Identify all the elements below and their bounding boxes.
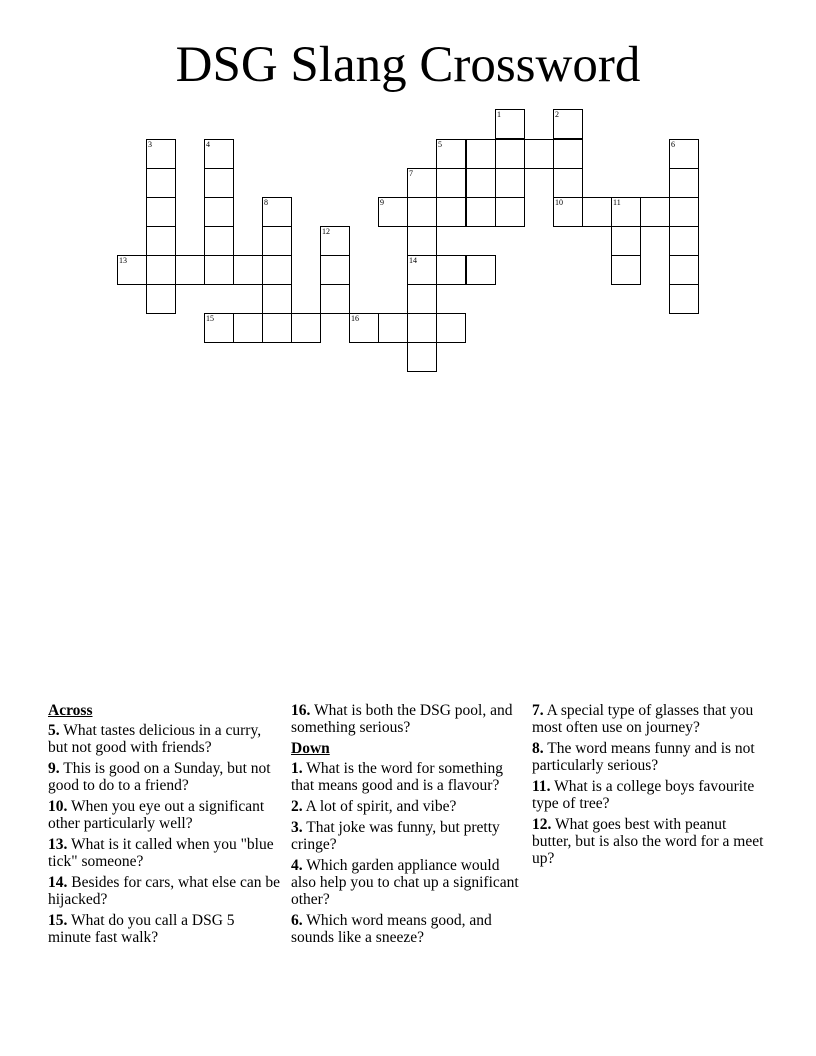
grid-cell[interactable] [611,226,641,256]
grid-cell[interactable] [466,139,496,169]
grid-cell[interactable] [320,226,350,256]
grid-cell[interactable] [553,168,583,198]
down-clue-4: 4. Which garden appliance would also help you to chat up a significant other? [291,857,519,908]
grid-cell[interactable] [204,255,234,285]
grid-cell[interactable] [262,313,292,343]
grid-cell[interactable] [320,284,350,314]
across-clue-15: 15. What do you call a DSG 5 minute fast walk? [48,912,235,946]
grid-cell[interactable] [146,139,176,169]
clues-column-2 [291,702,523,950]
grid-cell[interactable] [436,197,466,227]
clue-number: 5 [438,140,442,149]
grid-cell[interactable] [495,139,525,169]
grid-cell[interactable] [669,226,699,256]
grid-cell[interactable] [553,109,583,139]
grid-cell[interactable] [146,197,176,227]
clue-number: 1 [497,110,501,119]
grid-cell[interactable] [175,255,205,285]
clue-number: 11 [613,198,621,207]
grid-cell[interactable] [436,313,466,343]
down-clue-7: 7. A special type of glasses that you most often use on journey? [532,702,754,736]
clue-number: 16 [351,314,359,323]
grid-cell[interactable] [669,168,699,198]
grid-cell[interactable] [407,284,437,314]
grid-cell[interactable] [117,255,147,285]
clue-number: 3 [148,140,152,149]
across-clue-16: 16. What is both the DSG pool, and something serious? [291,702,513,736]
down-clue-3: 3. That joke was funny, but pretty cringe? [291,819,500,853]
grid-cell[interactable] [146,168,176,198]
across-clue-5: 5. What tastes delicious in a curry, but not good with friends? [48,722,262,756]
grid-cell[interactable] [291,313,321,343]
grid-cell[interactable] [436,255,466,285]
clue-number: 4 [206,140,210,149]
clue-number: 6 [671,140,675,149]
grid-cell[interactable] [378,313,408,343]
clue-number: 8 [264,198,268,207]
clue-number: 10 [555,198,563,207]
grid-cell[interactable] [495,197,525,227]
grid-cell[interactable] [262,284,292,314]
grid-cell[interactable] [553,139,583,169]
page-title: DSG Slang Crossword [175,37,641,93]
grid-cell[interactable] [436,139,466,169]
grid-cell[interactable] [204,197,234,227]
grid-cell[interactable] [669,255,699,285]
clue-number: 12 [322,227,330,236]
grid-cell[interactable] [611,197,641,227]
grid-cell[interactable] [436,168,466,198]
down-clue-6: 6. Which word means good, and sounds like a sneeze? [291,912,492,946]
grid-cell[interactable] [466,168,496,198]
grid-cell[interactable] [495,168,525,198]
grid-cell[interactable] [611,255,641,285]
clue-number: 15 [206,314,214,323]
clue-number: 13 [119,256,127,265]
grid-cell[interactable] [233,255,263,285]
grid-cell[interactable] [146,284,176,314]
across-clue-13: 13. What is it called when you "blue tick" someone? [48,836,274,870]
grid-cell[interactable] [524,139,554,169]
grid-cell[interactable] [669,197,699,227]
grid-cell[interactable] [640,197,670,227]
grid-cell[interactable] [669,139,699,169]
down-clue-11: 11. What is a college boys favourite type of tree? [532,778,755,812]
crossword-grid [0,0,816,380]
grid-cell[interactable] [204,226,234,256]
down-clue-12: 12. What goes best with peanut butter, but is also the word for a meet up? [532,816,764,867]
grid-cell[interactable] [407,342,437,372]
clues-column-3 [532,702,764,871]
grid-cell[interactable] [407,168,437,198]
clues-column-1 [48,702,280,950]
grid-cell[interactable] [204,168,234,198]
grid-cell[interactable] [553,197,583,227]
clue-number: 9 [380,198,384,207]
grid-cell[interactable] [262,255,292,285]
grid-cell[interactable] [582,197,612,227]
grid-cell[interactable] [669,284,699,314]
grid-cell[interactable] [349,313,379,343]
grid-cell[interactable] [262,226,292,256]
across-heading: Across [48,702,93,719]
grid-cell[interactable] [262,197,292,227]
grid-cell[interactable] [495,109,525,139]
across-clue-14: 14. Besides for cars, what else can be hijacked? [48,874,280,908]
grid-cell[interactable] [378,197,408,227]
grid-cell[interactable] [233,313,263,343]
grid-cell[interactable] [407,226,437,256]
grid-cell[interactable] [466,255,496,285]
clue-number: 14 [409,256,417,265]
clue-number: 7 [409,169,413,178]
down-clue-2: 2. A lot of spirit, and vibe? [291,798,457,815]
grid-cell[interactable] [407,197,437,227]
grid-cell[interactable] [146,255,176,285]
grid-cell[interactable] [146,226,176,256]
grid-cell[interactable] [466,197,496,227]
across-clue-9: 9. This is good on a Sunday, but not good to do to a friend? [48,760,271,794]
clue-number: 2 [555,110,559,119]
grid-cell[interactable] [204,139,234,169]
grid-cell[interactable] [320,255,350,285]
down-clue-8: 8. The word means funny and is not particularly serious? [532,740,755,774]
down-heading: Down [291,740,330,757]
across-clue-10: 10. When you eye out a significant other particularly well? [48,798,265,832]
down-clue-1: 1. What is the word for something that means good and is a flavour? [291,760,503,794]
grid-cell[interactable] [407,313,437,343]
grid-cell[interactable] [407,255,437,285]
grid-cell[interactable] [204,313,234,343]
